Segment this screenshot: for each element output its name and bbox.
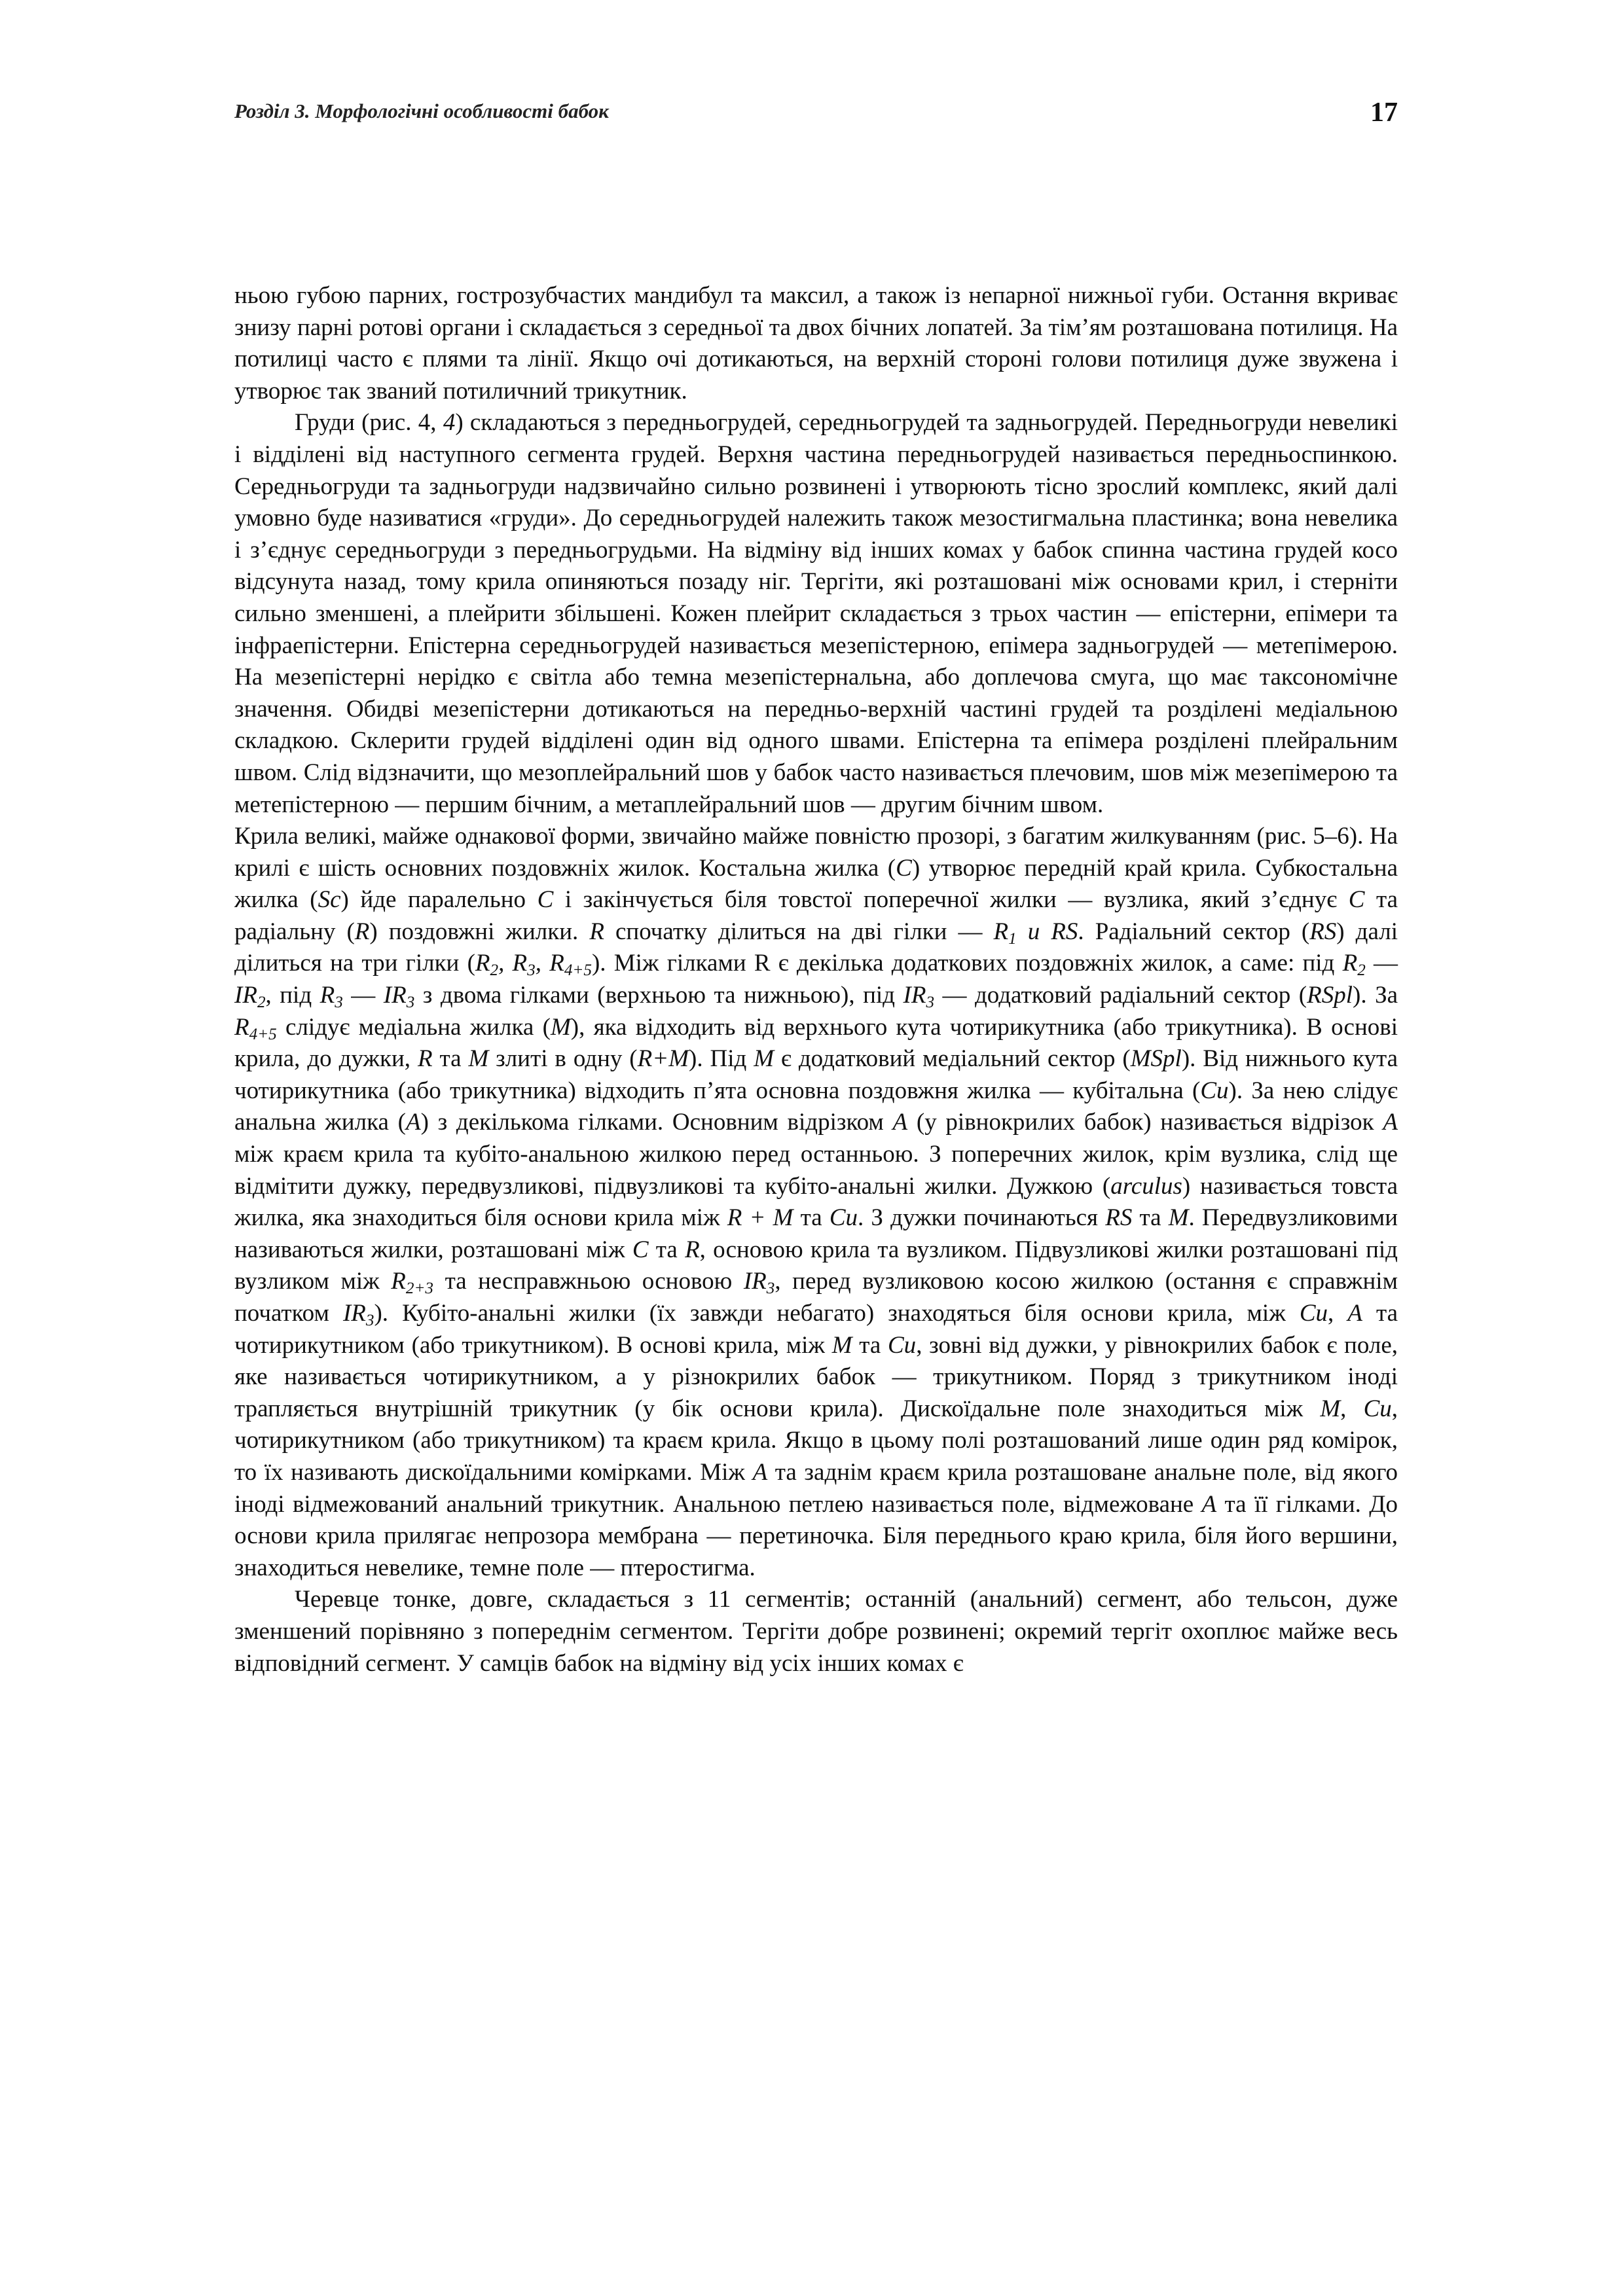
italic-term: Cu [888, 1331, 917, 1359]
text-run: та [793, 1204, 830, 1232]
italic-term: R [391, 1268, 406, 1295]
text-run: — додатковий радіальний сектор ( [934, 982, 1307, 1009]
body-text [234, 280, 1398, 1679]
text-run: ньою губою парних, гострозубчастих мандибул та максил, а також із непарної нижньої губи. Остання вкриває знизу парні ротові органи і складається з середньої та двох бічних лопатей. За тім’ям розташована потилиця. На потилиці часто є плями та лінії. Якщо очі дотикаються, на верхній стороні голови потилиця дуже звужена і утворює так званий потиличний трикутник. [234, 282, 1398, 404]
running-head: Розділ 3. Морфологічні особливості бабок [234, 99, 609, 122]
text-run: та радіальну ( [234, 886, 1398, 945]
subscript-term: 4+5 [249, 1025, 277, 1043]
italic-term: , R [535, 950, 564, 977]
text-run: ) називається товста жилка, яка знаходиться біля основи крила між [234, 1172, 1398, 1232]
italic-term: IR [234, 982, 257, 1009]
text-run: — [1365, 950, 1398, 977]
paragraph [234, 1584, 1398, 1679]
italic-term: R [685, 1236, 700, 1263]
italic-term: , R [498, 950, 528, 977]
text-run: , [1340, 1395, 1364, 1422]
italic-term: R [589, 918, 604, 945]
text-run: , перед вузликовою косою жилкою (остання є справжнім початком [234, 1268, 1398, 1327]
italic-term: IR [743, 1268, 767, 1295]
text-run: і закінчується біля товстої поперечної жилки — вузлика, який з’єднує [553, 886, 1349, 914]
subscript [926, 994, 934, 1011]
italic-term: M [1320, 1395, 1341, 1422]
text-run: ). Між гілками R є декілька додаткових поздовжніх жилок, а саме: під [591, 950, 1343, 977]
italic-term: R [1342, 950, 1358, 977]
italic-term: C [632, 1236, 649, 1263]
italic-term: A [752, 1458, 768, 1486]
text-run: ). Під [689, 1045, 754, 1073]
italic-term: R [354, 918, 370, 945]
italic-term: R [417, 1045, 433, 1073]
subscript [527, 962, 536, 980]
text-run: ) йде паралельно [340, 886, 538, 914]
text-run: та [1132, 1204, 1169, 1232]
text-run: спочатку ділиться на дві гілки — [604, 918, 994, 945]
text-run: , чотирикутником (або трикутником) та краєм крила. Якщо в цьому полі розташований лише один ряд комірок, то їх називають дискоїдальними комірками. Між [234, 1395, 1398, 1486]
italic-term: RSpl [1307, 982, 1353, 1009]
text-run: ). Кубіто-анальні жилки (їх завжди небагато) знаходяться біля основи крила, між [374, 1300, 1300, 1327]
italic-term: A [1347, 1300, 1362, 1327]
italic-term: R+M [637, 1045, 689, 1073]
subscript-term: 3 [926, 994, 935, 1012]
subscript [406, 1280, 433, 1297]
italic-term: M [550, 1013, 571, 1041]
subscript [767, 1280, 775, 1297]
italic-term: Cu [829, 1204, 858, 1232]
italic-term: IR [342, 1300, 366, 1327]
text-run: , зовні від дужки, у рівнокрилих бабок є поле, яке називається чотирикутником, а у різнокрилих бабок — трикутником. Поряд з трикутником іноді трапляється внутрішній трикутник (у бік основи крила). Дискоїдальне поле знаходиться між [234, 1331, 1398, 1422]
italic-term: Cu [1363, 1395, 1392, 1422]
italic-term: M [831, 1331, 852, 1359]
subscript [366, 1312, 374, 1329]
text-run: Крила великі, майже однакової форми, звичайно майже повністю прозорі, з багатим жилкуванням (рис. 5–6). На крилі є шість основних поздовжніх жилок. Костальна жилка ( [234, 823, 1398, 882]
italic-term: C [1348, 886, 1365, 914]
italic-term: A [892, 1109, 908, 1136]
text-run: ) складаються з передньогрудей, середньогрудей та задньогрудей. Передньогруди невеликі і відділені від наступного сегмента грудей. Верхня частина передньогрудей називається передньоспинкою. Середньогруди та задньогруди надзвичайно сильно розвинені і утворюють тісно зрослий комплекс, який далі умовно буде називатися «груди». До середньогрудей належить також мезостигмальна пластинка; вона невелика і з’єднує середньогруди з передньогрудьми. На відміну від інших комах у бабок спинна частина грудей косо відсунута назад, тому крила опиняються позаду ніг. Тергіти, які розташовані між основами крил, і стерніти сильно зменшені, а плейрити збільшені. Кожен плейрит складається з трьох частин — епістерни, епімери та інфраепістерни. Епістерна середньогрудей називається мезепістерною, епімера задньогрудей — метепімерою. На мезепістерні нерідко є світла або темна мезепістернальна, або доплечова смуга, що має таксономічне значення. Обидві мезепістерни дотикаються на передньо-верхній частині грудей та розділені медіальною складкою. Склерити грудей відділені один від одного швами. Епістерна та епімера розділені плейральним швом. Слід відзначити, що мезоплейральний шов у бабок часто називається плечовим, шов між мезепімерою та метепістерною — першим бічним, а метаплейральний шов — другим бічним швом. [234, 409, 1398, 818]
text-run: з двома гілками (верхньою та нижньою), під [414, 982, 903, 1009]
text-run: ). За нею слідує анальна жилка ( [234, 1077, 1398, 1136]
italic-term: A [1201, 1490, 1217, 1518]
italic-term: MSpl [1130, 1045, 1182, 1073]
italic-term: R [234, 1013, 249, 1041]
italic-term: arculus [1110, 1172, 1182, 1200]
text-run: та заднім краєм крила розташоване анальне поле, від якого іноді відмежований анальний трикутник. Анальною петлею називається поле, відмежоване [234, 1458, 1398, 1518]
subscript-term: 1 [1008, 929, 1017, 948]
text-run: — [342, 982, 384, 1009]
text-run: . Передвузликовими називаються жилки, розташовані між [234, 1204, 1398, 1263]
subscript-term: 4+5 [564, 961, 592, 980]
text-run: та її гілками. До основи крила прилягає непрозора мембрана — перетиночка. Біля переднього краю крила, біля його вершини, знаходиться невелике, темне поле — птеростигма. [234, 1490, 1398, 1581]
subscript [1008, 930, 1017, 948]
italic-term: C [896, 854, 912, 882]
text-run: ) далі ділиться на три гілки ( [234, 918, 1398, 977]
text-run: слідує медіальна жилка ( [276, 1013, 551, 1041]
italic-term: RS [1105, 1204, 1133, 1232]
text-run: ) поздовжні жилки. [369, 918, 590, 945]
subscript-term: 2 [257, 994, 266, 1012]
subscript [257, 994, 266, 1011]
italic-term: R + M [727, 1204, 793, 1232]
text-run: (у рівнокрилих бабок) називається відрізок [907, 1109, 1383, 1136]
text-run: ) з декількома гілками. Основним відрізком [420, 1109, 893, 1136]
paragraph [234, 821, 1398, 1584]
italic-term: M [1168, 1204, 1189, 1232]
italic-term: R [319, 982, 335, 1009]
text-run: , [1328, 1300, 1348, 1327]
text-run: між краєм крила та кубіто-анальною жилкою перед останньою. З поперечних жилок, крім вузлика, слід ще відмітити дужку, передвузликові, підвузликові та кубіто-анальні жилки. Дужкою ( [234, 1141, 1398, 1200]
text-run: Черевце тонке, довге, складається з 11 сегментів; останній (анальний) сегмент, або тельсон, дуже зменшений порівняно з попереднім сегментом. Тергіти добре розвинені; окремий тергіт охоплює майже весь відповідний сегмент. У самців бабок на відміну від усіх інших комах є [234, 1586, 1398, 1677]
text-run: , під [265, 982, 320, 1009]
text-run: ), яка відходить від верхнього кута чотирикутника (або трикутника). В основі крила, до дужки, [234, 1013, 1398, 1073]
italic-term: Sc [318, 886, 341, 914]
italic-term: 4 [443, 409, 456, 437]
subscript-term: 2 [490, 961, 499, 980]
italic-term: IR [903, 982, 926, 1009]
subscript-term: 2 [1357, 961, 1366, 980]
subscript [407, 994, 415, 1011]
subscript [564, 962, 592, 980]
italic-term: Cu [1200, 1077, 1229, 1104]
italic-term: и RS [1016, 918, 1078, 945]
text-run: та чотирикутником (або трикутником). В основі крила, між [234, 1300, 1398, 1359]
italic-term: RS [1309, 918, 1337, 945]
subscript [1357, 962, 1366, 980]
subscript [335, 994, 343, 1011]
text-run: ). За [1353, 982, 1398, 1009]
subscript [490, 962, 499, 980]
text-run: ) утворює передній край крила. Субкостальна жилка ( [234, 854, 1398, 914]
italic-term: A [1383, 1109, 1398, 1136]
paragraph [234, 407, 1398, 821]
italic-term: C [537, 886, 554, 914]
subscript-term: 2+3 [405, 1280, 434, 1298]
subscript [249, 1026, 277, 1043]
text-run: та [648, 1236, 685, 1263]
paragraph [234, 280, 1398, 407]
italic-term: M [754, 1045, 775, 1073]
text-run: Груди (рис. 4, [295, 409, 443, 437]
text-run: та несправжньою основою [433, 1268, 744, 1295]
text-run: та [852, 1331, 888, 1359]
subscript-term: 3 [766, 1280, 775, 1298]
subscript-term: 3 [406, 994, 415, 1012]
text-run: . Радіальний сектор ( [1078, 918, 1310, 945]
page-number: 17 [1370, 98, 1398, 128]
text-run: . З дужки починаються [858, 1204, 1106, 1232]
italic-term: A [405, 1109, 421, 1136]
italic-term: Cu [1299, 1300, 1328, 1327]
italic-term: R [993, 918, 1009, 945]
text-run: , основою крила та вузликом. Підвузликові жилки розташовані під вузликом між [234, 1236, 1398, 1295]
italic-term: M [468, 1045, 489, 1073]
subscript-term: 3 [335, 994, 343, 1012]
italic-term: R [475, 950, 490, 977]
subscript-term: 3 [365, 1312, 374, 1330]
subscript-term: 3 [527, 961, 536, 980]
italic-term: IR [383, 982, 407, 1009]
text-run: злиті в одну ( [488, 1045, 638, 1073]
text-run: та [432, 1045, 469, 1073]
text-run: є додатковий медіальний сектор ( [774, 1045, 1131, 1073]
text-run: ). Від нижнього кута чотирикутника (або трикутника) відходить п’ята основна поздовжня жилка — кубітальна ( [234, 1045, 1398, 1104]
